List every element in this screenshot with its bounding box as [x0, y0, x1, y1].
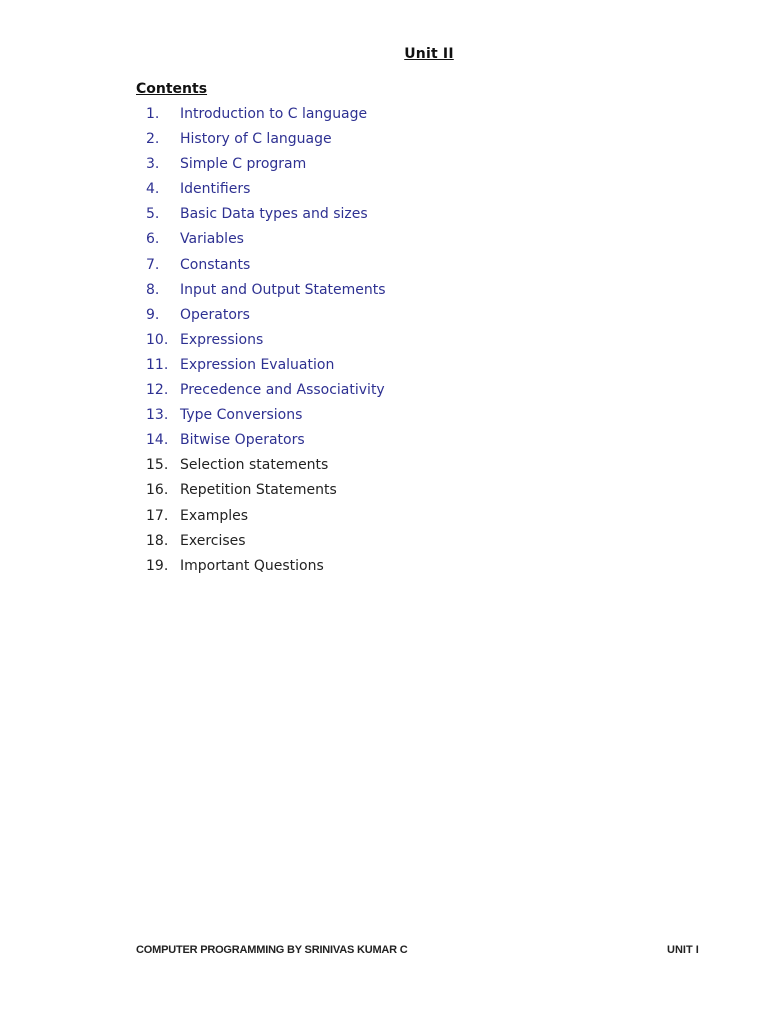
toc-item[interactable]	[136, 430, 386, 455]
contents-heading: Contents	[136, 81, 208, 97]
toc-item-number: 6.	[146, 231, 160, 248]
toc-item[interactable]	[136, 129, 386, 154]
toc-item[interactable]	[136, 405, 386, 430]
toc-item[interactable]	[136, 355, 386, 380]
toc-item[interactable]	[136, 330, 386, 355]
toc-item-number: 11.	[146, 356, 169, 373]
toc-item-number: 7.	[146, 256, 160, 273]
table-of-contents	[136, 104, 386, 581]
toc-item-number: 19.	[146, 557, 169, 574]
toc-item-number: 9.	[146, 306, 160, 323]
toc-item	[136, 531, 386, 556]
toc-item-label: Repetition Statements	[180, 482, 337, 499]
toc-item-label[interactable]: Bitwise Operators	[180, 432, 305, 449]
toc-item-label[interactable]: Expressions	[180, 331, 264, 348]
toc-item[interactable]	[136, 380, 386, 405]
toc-item-label[interactable]: Simple C program	[180, 156, 307, 173]
toc-item-label[interactable]: Variables	[180, 231, 244, 248]
toc-item-label[interactable]: Input and Output Statements	[180, 281, 386, 298]
toc-item-number: 5.	[146, 206, 160, 223]
toc-item-label: Examples	[180, 507, 249, 524]
toc-item-number: 8.	[146, 281, 160, 298]
toc-item-number: 18.	[146, 532, 169, 549]
toc-item-label[interactable]: Constants	[180, 256, 251, 273]
toc-item-number: 2.	[146, 131, 160, 148]
toc-item-label: Exercises	[180, 532, 246, 549]
toc-item-number: 14.	[146, 432, 169, 449]
toc-item-number: 3.	[146, 156, 160, 173]
toc-item[interactable]	[136, 229, 386, 254]
toc-item-label[interactable]: History of C language	[180, 131, 332, 148]
toc-item-label[interactable]: Introduction to C language	[180, 106, 368, 122]
toc-item	[136, 480, 386, 505]
toc-item[interactable]	[136, 255, 386, 280]
toc-item-number: 15.	[146, 457, 169, 474]
toc-item-label[interactable]: Expression Evaluation	[180, 356, 335, 373]
toc-item-number: 12.	[146, 382, 169, 399]
toc-item[interactable]	[136, 154, 386, 179]
toc-item-label[interactable]: Type Conversions	[180, 407, 303, 424]
toc-item[interactable]	[136, 280, 386, 305]
toc-item-number: 16.	[146, 482, 169, 499]
footer-course-author: COMPUTER PROGRAMMING BY SRINIVAS KUMAR C	[136, 944, 408, 956]
toc-item-label[interactable]: Precedence and Associativity	[180, 382, 385, 399]
toc-item-number: 10.	[146, 331, 169, 348]
toc-item[interactable]	[136, 104, 386, 129]
page-title: Unit II	[404, 46, 454, 62]
footer-unit-label: UNIT I	[667, 944, 699, 956]
toc-item	[136, 455, 386, 480]
toc-item-label: Important Questions	[180, 557, 324, 574]
toc-item-label: Selection statements	[180, 457, 329, 474]
toc-item-number: 1.	[146, 106, 160, 122]
toc-item-label[interactable]: Identifiers	[180, 181, 251, 198]
toc-item	[136, 506, 386, 531]
toc-item-label[interactable]: Basic Data types and sizes	[180, 206, 368, 223]
toc-item-number: 4.	[146, 181, 160, 198]
toc-item	[136, 556, 386, 581]
toc-item[interactable]	[136, 179, 386, 204]
toc-item-label[interactable]: Operators	[180, 306, 250, 323]
toc-item[interactable]	[136, 305, 386, 330]
toc-item[interactable]	[136, 204, 386, 229]
toc-item-number: 17.	[146, 507, 169, 524]
toc-item-number: 13.	[146, 407, 169, 424]
